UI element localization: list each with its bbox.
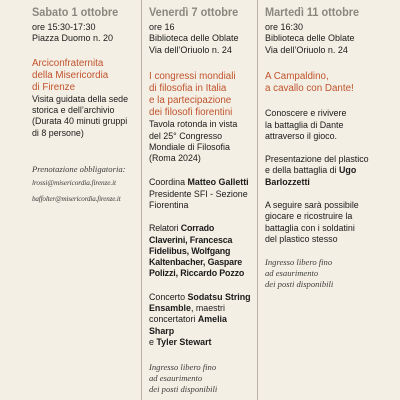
event-column-1	[0, 0, 141, 400]
event-column-3	[257, 0, 400, 400]
event-place: Piazza Duomo n. 20	[32, 33, 114, 44]
event-date: Martedì 11 ottobre	[265, 7, 360, 19]
free-entry-note: Ingresso libero fino ad esaurimento dei posti disponibili	[149, 362, 218, 395]
email-link-1[interactable]: lrossi@misericordia.firenze.it	[32, 178, 116, 187]
event-time: ore 15:30-17:30	[32, 22, 96, 32]
concert: Concerto Sodatsu String Ensamble, maestri concertatori Amelia Sharp e Tyler Stewart	[149, 291, 251, 347]
coordinator-name: Matteo Galletti	[187, 177, 249, 188]
event-description: Conoscere e rivivere la battaglia di Dante attraverso il gioco.	[265, 108, 347, 141]
event-column-2	[141, 0, 257, 400]
email-link-2[interactable]: baffolter@misericordia.firenze.it	[32, 195, 121, 203]
free-entry-note: Ingresso libero fino ad esaurimento dei posti disponibili	[265, 257, 334, 290]
event-date: Venerdì 7 ottobre	[149, 7, 239, 19]
event-description: Visita guidata della sede storica e dell’archivio (Durata 40 minuti gruppi di 8 persone)	[32, 93, 129, 138]
event-time: ore 16	[149, 22, 175, 32]
presentation: Presentazione del plastico e della battaglia di Ugo Barlozzetti	[265, 154, 369, 187]
event-place: Biblioteca delle Oblate Via dell’Oriuolo n. 24	[149, 33, 239, 55]
follow-up-activity: A seguire sarà possibile giocare e ricostruire la battaglia con i soldatini del plastico stesso	[265, 200, 359, 244]
speakers: Relatori Corrado Claverini, Francesca Fidelibus, Wolfgang Kaltenbacher, Gaspare Polizzi, Riccardo Pozzo	[149, 223, 245, 279]
event-title: I congressi mondiali di filosofia in Italia e la partecipazione dei filosofi fiorentini	[149, 71, 236, 119]
coordinator: Coordina Matteo Galletti Presidente SFI - Sezione Fiorentina	[149, 177, 249, 210]
event-date: Sabato 1 ottobre	[32, 7, 119, 19]
event-description: Tavola rotonda in vista del 25° Congresso Mondiale di Filosofia (Roma 2024)	[149, 119, 238, 164]
event-place: Biblioteca delle Oblate Via dell’Oriuolo n. 24	[265, 33, 355, 55]
booking-info: Prenotazione obbligatoria: lrossi@misericordia.firenze.it baffolter@misericordia.firenze.it	[32, 164, 135, 205]
event-time: ore 16:30	[265, 22, 304, 32]
event-title: A Campaldino, a cavallo con Dante!	[265, 71, 354, 95]
event-title: Arciconfraternita della Misericordia di Firenze	[32, 57, 109, 93]
